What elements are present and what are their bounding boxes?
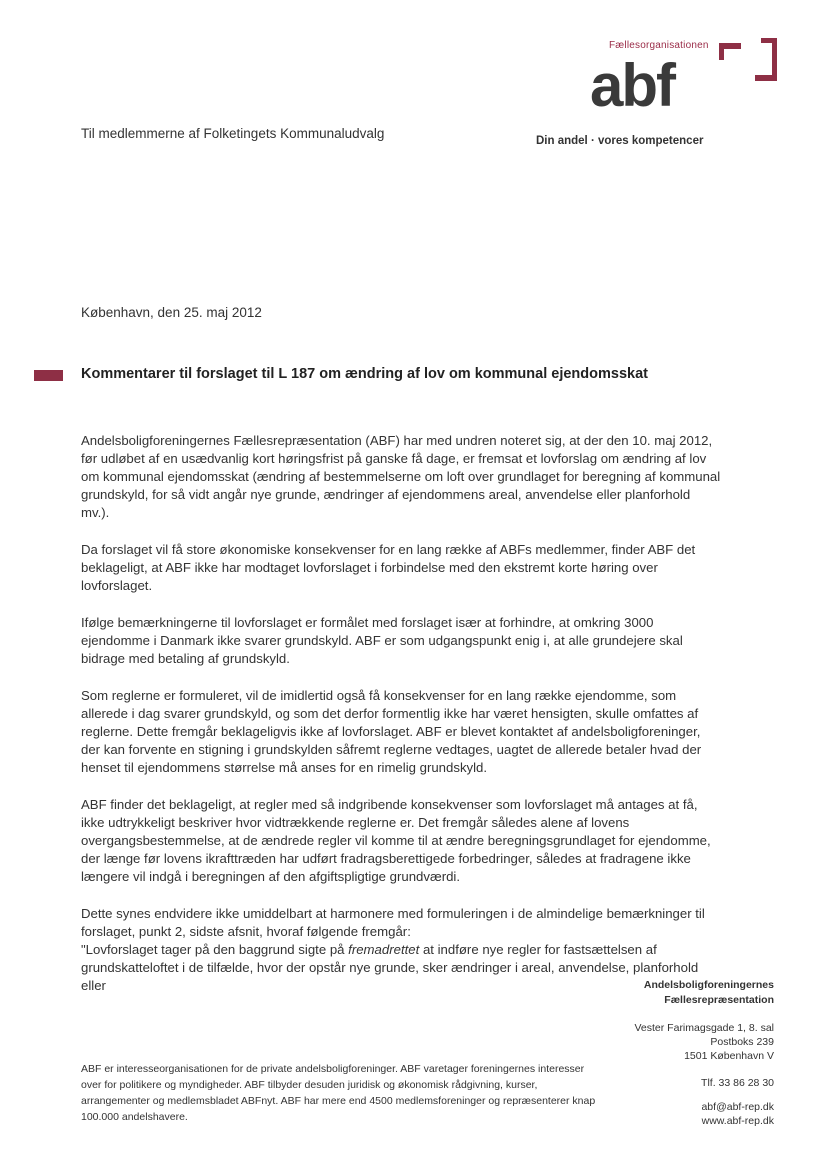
- quote-emphasis: fremadrettet: [348, 942, 420, 957]
- contact-phone: Tlf. 33 86 28 30: [701, 1077, 774, 1089]
- footer-about-text: ABF er interesseorganisationen for de private andelsboligforeninger. ABF varetager foreningernes interesser over for politikere og myndigheder. ABF tilbyder desuden juridisk og økonomisk rådgivning, kurser, arrangementer og medlemsbladet ABFnyt. ABF har mere end 4500 medlemsforeninger og repræsenterer knap 100.000 andelshavere.: [81, 1063, 596, 1123]
- body-quote: [81, 941, 721, 995]
- address-street: Vester Farimagsgade 1, 8. sal: [634, 1022, 774, 1034]
- letter-subject: Kommentarer til forslaget til L 187 om ændring af lov om kommunal ejendomsskat: [81, 366, 648, 382]
- logo-wordmark: abf: [590, 52, 674, 119]
- contact-website[interactable]: www.abf-rep.dk: [701, 1115, 774, 1127]
- address-pobox: Postboks 239: [710, 1036, 774, 1048]
- address-block: [635, 1021, 775, 1063]
- sender-line-1: Andelsboligforeningernes: [643, 979, 774, 991]
- quote-start: "Lovforslaget tager på den baggrund sigte på: [81, 942, 349, 957]
- contact-block: [701, 1100, 774, 1128]
- letter-body: [81, 432, 721, 995]
- recipient-line: Til medlemmerne af Folketingets Kommunaludvalg: [81, 126, 385, 141]
- body-paragraph-1: Andelsboligforeningernes Fællesrepræsentation (ABF) har med undren noteret sig, at der den 10. maj 2012, før udløbet af en usædvanlig kort høringsfrist på ganske få dage, er fremsat et lovforslag om ændring af lov om kommunal ejendomsskat (ændring af bestemmelserne om loft over grundlaget for beregning af kommunal grundskyld, for så vidt angår nye grunde, ændringer af ejendommens areal, anvendelse eller planforhold mv.).: [81, 433, 721, 520]
- body-paragraph-6: Dette synes endvidere ikke umiddelbart at harmonere med formuleringen i de almindelige bemærkninger til forslaget, punkt 2, sidste afsnit, hvoraf følgende fremgår:: [81, 906, 705, 939]
- subject-marker: [34, 370, 63, 381]
- body-paragraph-5: ABF finder det beklageligt, at regler med så indgribende konsekvenser som lovforslaget må antages at få, ikke udtrykkeligt beskriver hvor vidtrækkende reglerne er. Det fremgår således alene af lovens overgangsbestemmelse, at de ændrede regler vil komme til at ændre beregningsgrundlaget for ejendomme, der længe før lovens ikrafttræden har udført fradragsberettigede forbedringer, således at fradragene ikke længere vil indgå i beregningen af den afgiftspligtige grundværdi.: [81, 797, 711, 884]
- body-paragraph-3: Ifølge bemærkningerne til lovforslaget er formålet med forslaget især at forhindre, at omkring 3000 ejendomme i Danmark ikke svarer grundskyld. ABF er som udgangspunkt enig i, at alle grundejere skal bidrage med betaling af grundskyld.: [81, 615, 683, 666]
- sender-line-2: Fællesrepræsentation: [664, 994, 774, 1006]
- sender-block: [644, 978, 774, 1008]
- contact-email[interactable]: abf@abf-rep.dk: [701, 1101, 774, 1113]
- date-line: København, den 25. maj 2012: [81, 305, 262, 320]
- quote-end: at indføre nye regler for fastsættelsen af grundskatteloftet i de tilfælde, hvor der opstår nye grunde, sker ændringer i areal, anvendelse, planforhold eller: [81, 942, 699, 993]
- logo-tagline: Din andel · vores kompetencer: [536, 135, 704, 147]
- logo-organisation-text: Fællesorganisationen: [609, 40, 709, 51]
- body-paragraph-4: Som reglerne er formuleret, vil de imidlertid også få konsekvenser for en lang række ejendomme, som allerede i dag svarer grundskyld, og som det derfor formentlig ikke har været hensigten, skulle omfattes af reglerne. Dette fremgår beklageligvis ikke af lovforslaget. ABF er blevet kontaktet af andelsboligforeninger, der kan forvente en stigning i grundskylden såfremt reglerne vedtages, uagtet de allerede betaler hvad der henset til ejendommens størrelse må anses for en rimelig grundskyld.: [81, 688, 702, 775]
- logo-bracket-icon: [719, 38, 777, 84]
- address-city: 1501 København V: [684, 1050, 774, 1062]
- body-paragraph-2: Da forslaget vil få store økonomiske konsekvenser for en lang række af ABFs medlemmer, finder ABF det beklageligt, at ABF ikke har modtaget lovforslaget i forbindelse med den ekstremt korte høring over lovforslaget.: [81, 542, 696, 593]
